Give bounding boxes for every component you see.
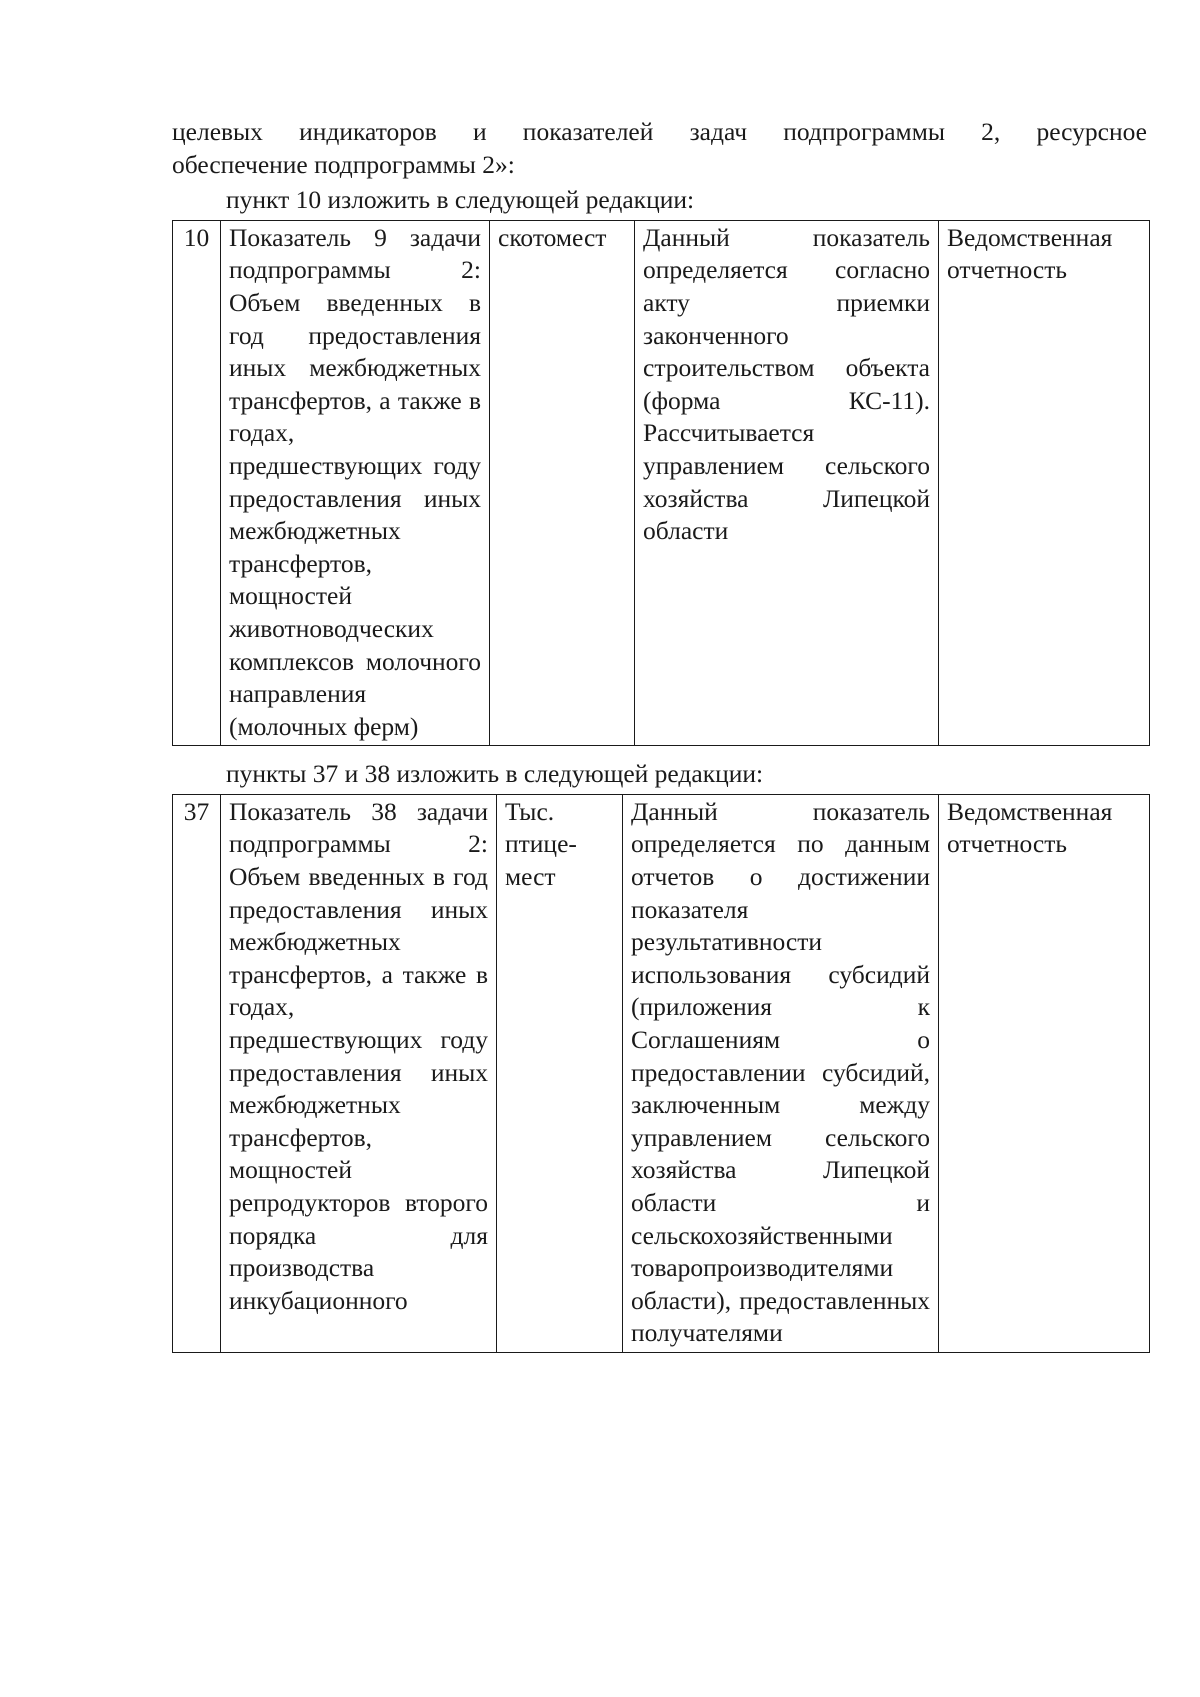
- section2-heading: пункты 37 и 38 изложить в следующей редакции:: [226, 759, 764, 789]
- table-row: [173, 794, 1150, 1352]
- indicator-name: Показатель 38 задачи подпрограммы 2: Объем введенных в год предоставления иных межбюджетных трансфертов, а также в годах, предшествующих году предоставления иных межбюджетных трансфертов, мощностей репродукторов второго порядка для производства инкубационного: [221, 794, 497, 1352]
- intro-line-2: обеспечение подпрограммы 2»:: [172, 149, 515, 179]
- intro-paragraph: [172, 116, 1147, 181]
- table-item-37: [172, 794, 1150, 1353]
- section1-heading: пункт 10 изложить в следующей редакции:: [226, 185, 695, 215]
- row-number: 37: [173, 794, 221, 1352]
- calculation-method: Данный показатель определяется согласно акту приемки законченного строительством объекта (форма КС-11). Рассчитывается управлением сельского хозяйства Липецкой области: [635, 220, 939, 746]
- data-source: Ведомственная отчетность: [939, 220, 1150, 746]
- calculation-method: Данный показатель определяется по данным отчетов о достижении показателя результативности использования субсидий (приложения к Соглашениям о предоставлении субсидий, заключенным между управлением сельского хозяйства Липецкой области и сельскохозяйственными товаропроизводителями области), предоставленных получателями: [623, 794, 939, 1352]
- data-source: Ведомственная отчетность: [939, 794, 1150, 1352]
- unit-of-measure: скотомест: [490, 220, 635, 746]
- row-number: 10: [173, 220, 221, 746]
- unit-of-measure: Тыс. птице-мест: [497, 794, 623, 1352]
- document-page: [172, 116, 1147, 1353]
- indicator-name: Показатель 9 задачи подпрограммы 2: Объем введенных в год предоставления иных межбюджетных трансфертов, а также в годах, предшествующих году предоставления иных межбюджетных трансфертов, мощностей животноводческих комплексов молочного направления (молочных ферм): [221, 220, 490, 746]
- table-item-10: [172, 220, 1150, 747]
- table-row: [173, 220, 1150, 746]
- intro-line-1: целевых индикаторов и показателей задач подпрограммы 2, ресурсное: [172, 117, 1147, 146]
